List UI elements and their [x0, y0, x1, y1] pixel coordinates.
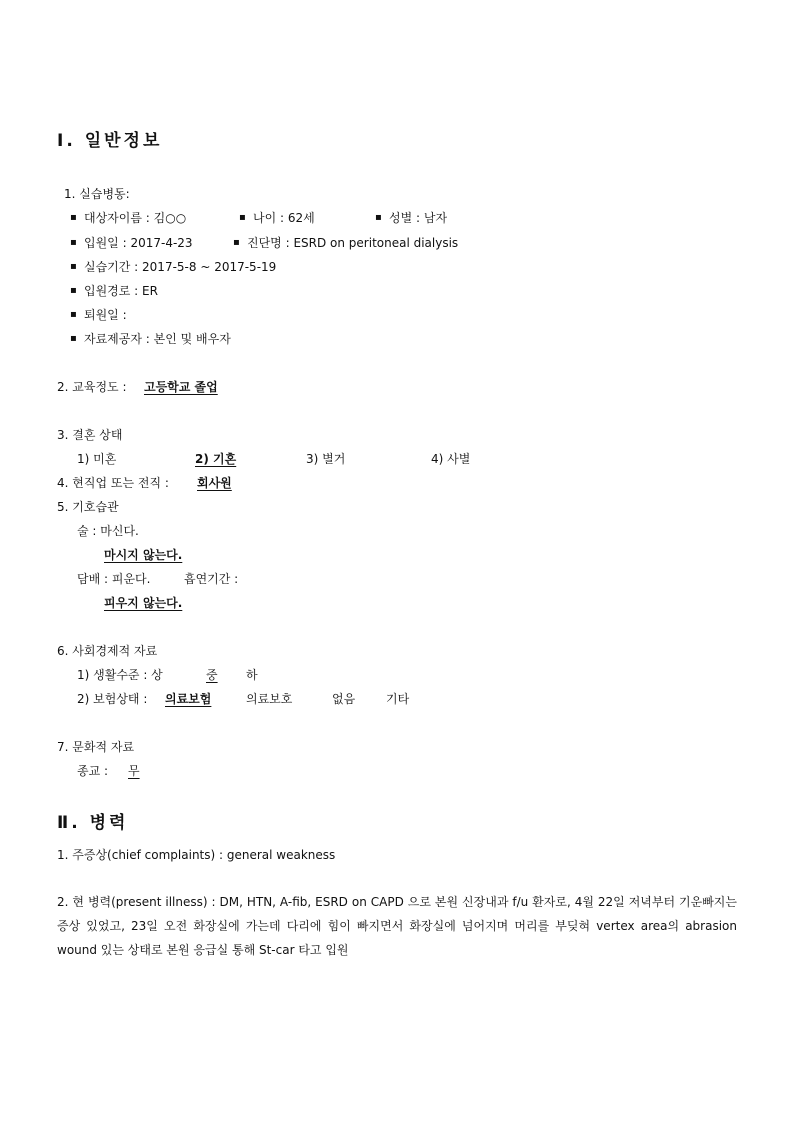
education-value: 고등학교 졸업: [144, 380, 218, 394]
marital-option-1: 1) 미혼: [77, 452, 117, 466]
alcohol-value: 마시지 않는다.: [104, 548, 183, 562]
ward-label: 1. 실습병동:: [64, 187, 130, 201]
marital-option-3: 3) 별거: [306, 452, 346, 466]
marital-option-4: 4) 사별: [431, 452, 471, 466]
admit-date: ▪ 입원일 : 2017-4-23: [84, 235, 193, 251]
insurance-option-3: 없음: [332, 692, 356, 706]
socio-title: 6. 사회경제적 자료: [57, 644, 158, 658]
occupation-label: 4. 현직업 또는 전직 :: [57, 476, 169, 490]
smoking-value: 피우지 않는다.: [104, 596, 183, 610]
marital-title: 3. 결혼 상태: [57, 428, 123, 442]
culture-title: 7. 문화적 자료: [57, 740, 135, 754]
alcohol-label: 술 : 마신다.: [77, 524, 139, 538]
patient-name: ▪ 대상자이름 : 김○○: [84, 210, 186, 226]
patient-age: ▪ 나이 : 62세: [253, 210, 315, 226]
diagnosis: ▪ 진단명 : ESRD on peritoneal dialysis: [247, 235, 458, 251]
section-1-title: Ⅰ. 일반정보: [57, 131, 163, 151]
habits-title: 5. 기호습관: [57, 500, 119, 514]
education-label: 2. 교육정도 :: [57, 380, 127, 394]
insurance-option-2: 의료보호: [246, 692, 293, 706]
discharge-date: ▪ 퇴원일 :: [84, 307, 127, 323]
living-level-low: 하: [246, 668, 258, 682]
religion-label: 종교 :: [77, 764, 109, 778]
insurance-option-4: 기타: [386, 692, 410, 706]
marital-option-2: 2) 기혼: [195, 452, 237, 466]
patient-sex: ▪ 성별 : 남자: [389, 210, 447, 226]
insurance-value: 의료보험: [165, 692, 212, 706]
living-level-mid: 중: [206, 668, 218, 682]
admit-route: ▪ 입원경로 : ER: [84, 283, 158, 299]
living-level-label: 1) 생활수준 : 상: [77, 668, 163, 682]
present-illness: 2. 현 병력(present illness) : DM, HTN, A-fib, ESRD on CAPD 으로 본원 신장내과 f/u 환자로, 4월 22일 저녁부터 기운빠지는 증상 있었고, 23일 오전 화장실에 가는데 다리에 힘이 빠지면서 화장실에 넘어지며 머리를 부딪혀 vertex area의 abrasion wound 있는 상태로 본원 응급실 통해 St-car 타고 입원: [57, 895, 737, 957]
practice-period: ▪ 실습기간 : 2017-5-8 ~ 2017-5-19: [84, 259, 276, 275]
info-provider: ▪ 자료제공자 : 본인 및 배우자: [84, 331, 231, 347]
smoking-period: 흡연기간 :: [184, 572, 239, 586]
section-2-title: Ⅱ. 병력: [57, 813, 129, 833]
occupation-value: 회사원: [197, 476, 232, 490]
religion-value: 무: [128, 764, 140, 778]
insurance-label: 2) 보험상태 :: [77, 692, 148, 706]
smoking-label: 담배 : 피운다.: [77, 572, 151, 586]
chief-complaint: 1. 주증상(chief complaints) : general weakness: [57, 848, 336, 862]
